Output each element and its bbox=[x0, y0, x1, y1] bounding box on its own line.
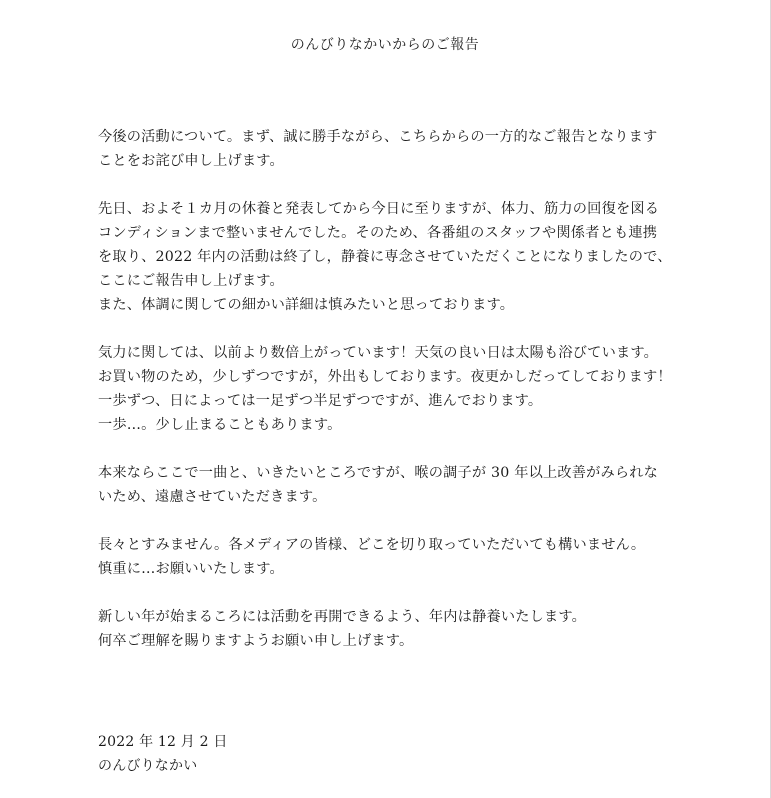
text-line: ここにご報告申し上げます。 bbox=[98, 273, 284, 289]
text-line: 長々とすみません。各メディアの皆様、どこを切り取っていただいても構いません。 bbox=[98, 537, 646, 553]
text-line: を取り、2022 年内の活動は終了し，静養に専念させていただくことになりましたので、 bbox=[98, 249, 672, 265]
text-line: いため、遠慮させていただきます。 bbox=[98, 489, 327, 505]
text-line: 先日、およそ１カ月の休養と発表してから今日に至りますが、体力、筋力の回復を図る bbox=[98, 201, 660, 217]
paragraph-activity-notice bbox=[98, 125, 678, 173]
document-signature: のんびりなかい bbox=[98, 758, 198, 774]
text-line: お買い物のため，少しずつですが，外出もしております。夜更かしだってしております！ bbox=[98, 369, 672, 385]
text-line: 慎重に…お願いいたします。 bbox=[98, 561, 284, 577]
paragraph-closing bbox=[98, 605, 678, 653]
text-line: 一歩ずつ、日によっては一足ずつ半足ずつですが、進んでおります。 bbox=[98, 393, 543, 409]
text-line: コンディションまで整いませんでした。そのため、各番組のスタッフや関係者とも連携 bbox=[98, 225, 658, 241]
text-line: ことをお詫び申し上げます。 bbox=[98, 153, 284, 169]
text-line: 新しい年が始まるころには活動を再開できるよう、年内は静養いたします。 bbox=[98, 609, 587, 625]
document-title: のんびりなかいからのご報告 bbox=[290, 37, 480, 53]
paragraph-media bbox=[98, 533, 678, 581]
text-line: 本来ならここで一曲と、いきたいところですが、喉の調子が 30 年以上改善がみられな bbox=[98, 465, 659, 481]
paragraph-condition bbox=[98, 341, 678, 437]
document-footer bbox=[98, 730, 228, 778]
document-date: 2022 年 12 月 2 日 bbox=[98, 734, 228, 750]
paragraph-song bbox=[98, 461, 678, 509]
paragraph-rest-report bbox=[98, 197, 678, 317]
text-line: また、体調に関しての細かい詳細は慎みたいと思っております。 bbox=[98, 297, 515, 313]
text-line: 今後の活動について。まず、誠に勝手ながら、こちらからの一方的なご報告となります bbox=[98, 129, 658, 145]
text-line: 気力に関しては、以前より数倍上がっています！天気の良い日は太陽も浴びています。 bbox=[98, 345, 658, 361]
text-line: 一歩…。少し止まることもあります。 bbox=[98, 417, 342, 433]
document-body bbox=[98, 125, 678, 677]
text-line: 何卒ご理解を賜りますようお願い申し上げます。 bbox=[98, 633, 414, 649]
